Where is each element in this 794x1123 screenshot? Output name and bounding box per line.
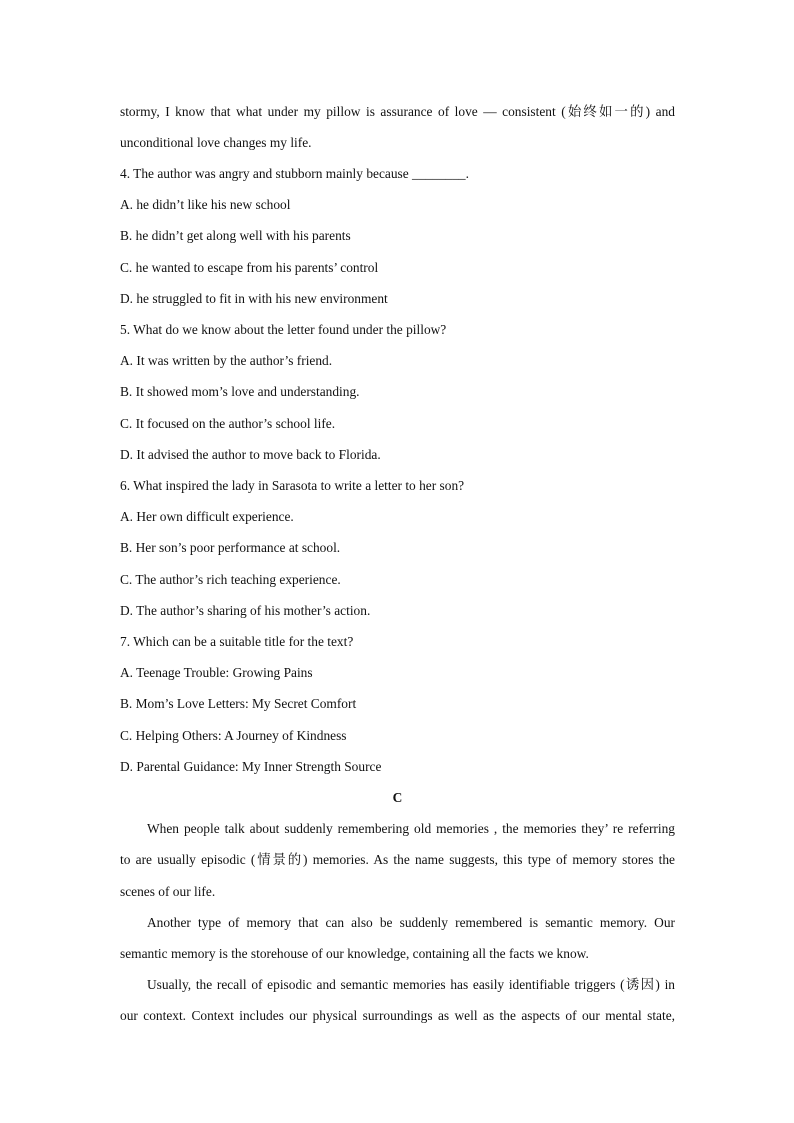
answer-option: B. Her son’s poor performance at school. bbox=[120, 540, 341, 555]
answer-option: C. he wanted to escape from his parents’ control bbox=[120, 260, 379, 275]
paragraph-line: semantic memory is the storehouse of our knowledge, containing all the facts we know. bbox=[120, 946, 589, 961]
answer-option: B. he didn’t get along well with his parents bbox=[120, 228, 351, 243]
paragraph-line: our context. Context includes our physical surroundings as well as the aspects of our mental state, bbox=[120, 1008, 675, 1023]
paragraph-line: Another type of memory that can also be suddenly remembered is semantic memory. Our bbox=[147, 915, 675, 930]
answer-option: B. Mom’s Love Letters: My Secret Comfort bbox=[120, 696, 357, 711]
question-stem: 7. Which can be a suitable title for the text? bbox=[120, 634, 354, 649]
passage-line: stormy, I know that what under my pillow is assurance of love — consistent (始终如一的) and bbox=[120, 104, 675, 119]
answer-option: A. It was written by the author’s friend. bbox=[120, 353, 333, 368]
answer-option: D. The author’s sharing of his mother’s action. bbox=[120, 603, 371, 618]
answer-option: D. Parental Guidance: My Inner Strength Source bbox=[120, 759, 382, 774]
answer-option: A. he didn’t like his new school bbox=[120, 197, 291, 212]
passage-line: unconditional love changes my life. bbox=[120, 135, 312, 150]
section-heading: C bbox=[392, 790, 403, 805]
paragraph-line: When people talk about suddenly remembering old memories , the memories they’ re referring bbox=[147, 821, 675, 836]
answer-option: C. It focused on the author’s school life. bbox=[120, 416, 336, 431]
answer-option: A. Her own difficult experience. bbox=[120, 509, 294, 524]
question-stem: 4. The author was angry and stubborn mainly because ________. bbox=[120, 166, 469, 181]
paragraph-line: to are usually episodic (情景的) memories. As the name suggests, this type of memory stores the bbox=[120, 852, 675, 867]
paragraph-line: scenes of our life. bbox=[120, 884, 216, 899]
answer-option: A. Teenage Trouble: Growing Pains bbox=[120, 665, 313, 680]
question-stem: 5. What do we know about the letter found under the pillow? bbox=[120, 322, 447, 337]
answer-option: B. It showed mom’s love and understanding. bbox=[120, 384, 360, 399]
answer-option: C. Helping Others: A Journey of Kindness bbox=[120, 728, 347, 743]
paragraph-line: Usually, the recall of episodic and semantic memories has easily identifiable triggers (诱因) in bbox=[147, 977, 675, 992]
answer-option: C. The author’s rich teaching experience. bbox=[120, 572, 341, 587]
answer-option: D. he struggled to fit in with his new environment bbox=[120, 291, 388, 306]
question-stem: 6. What inspired the lady in Sarasota to write a letter to her son? bbox=[120, 478, 465, 493]
answer-option: D. It advised the author to move back to Florida. bbox=[120, 447, 381, 462]
